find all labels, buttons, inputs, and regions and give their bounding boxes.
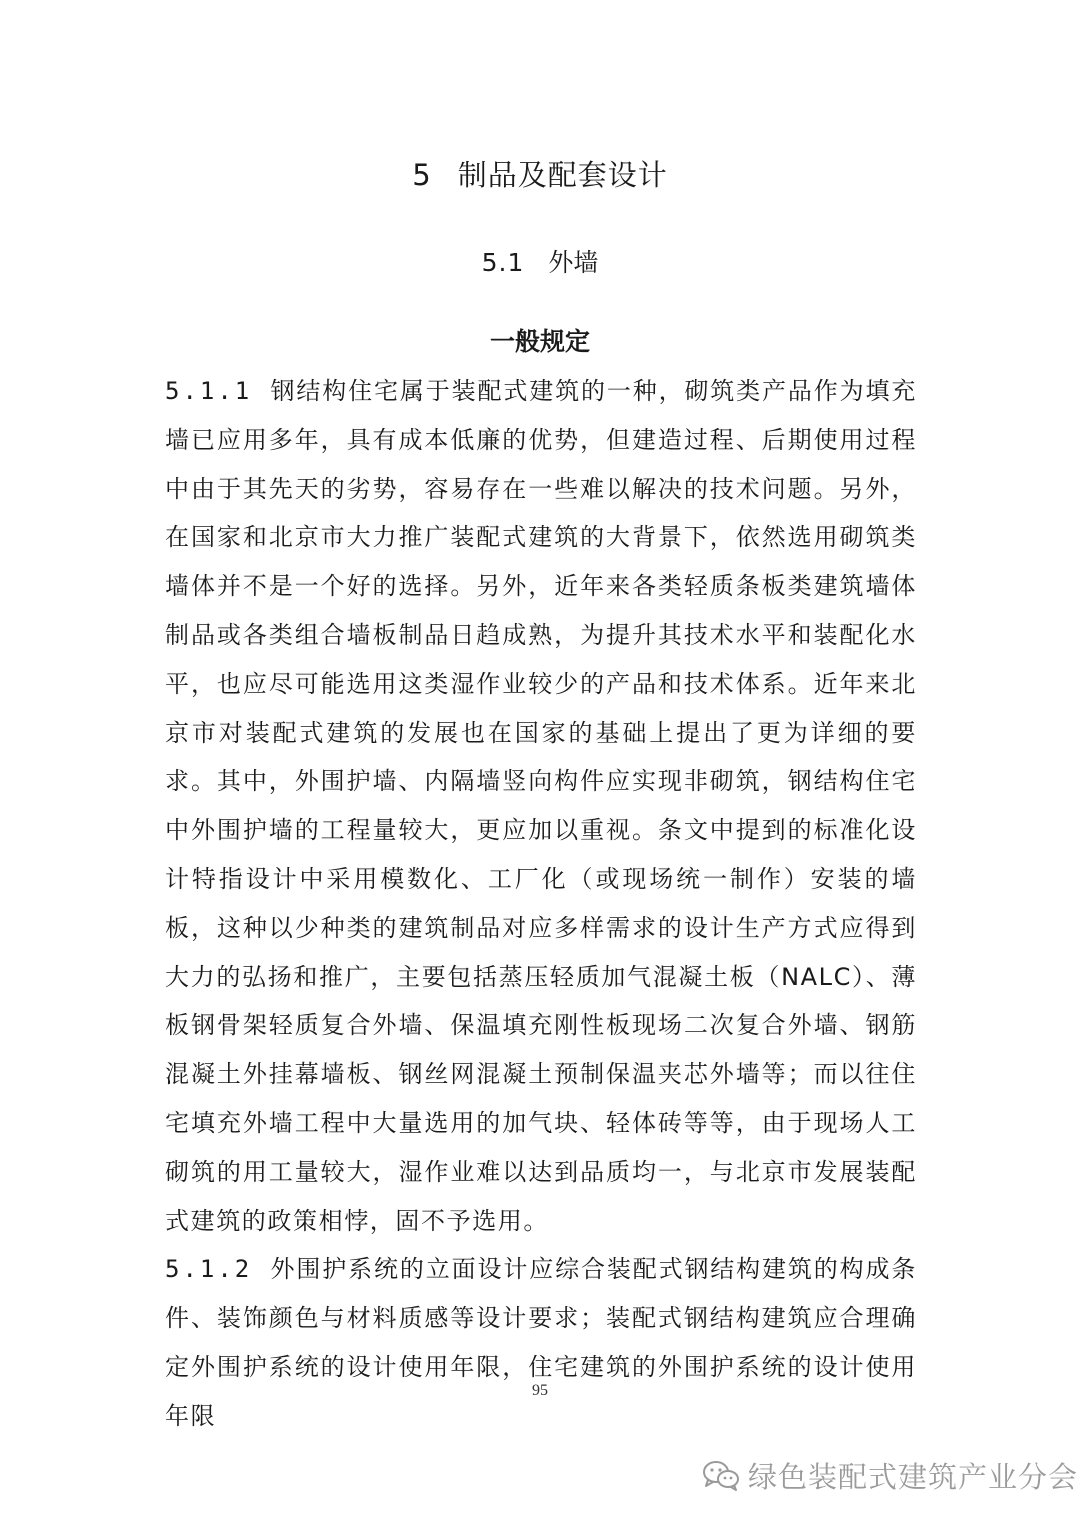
clause-text: 钢结构住宅属于装配式建筑的一种，砌筑类产品作为填充墙已应用多年，具有成本低廉的优势，但建造过程、后期使用过程中由于其先天的劣势，容易存在一些难以解决的技术问题。另外，在国家和北京市大力推广装配式建筑的大背景下，依然选用砌筑类墙体并不是一个好的选择。另外，近年来各类轻质条板类建筑墙体制品或各类组合墙板制品日趋成熟，为提升其技术水平和装配化水平，也应尽可能选用这类湿作业较少的产品和技术体系。近年来北京市对装配式建筑的发展也在国家的基础上提出了更为详细的要求。其中，外围护墙、内隔墙竖向构件应实现非砌筑，钢结构住宅中外围护墙的工程量较大，更应加以重视。条文中提到的标准化设计特指设计中采用模数化、工厂化（或现场统一制作）安装的墙板，这种以少种类的建筑制品对应多样需求的设计生产方式应得到大力的弘扬和推广，主要包括蒸压轻质加气混凝土板（NALC）、薄板钢骨架轻质复合外墙、保温填充刚性板现场二次复合外墙、钢筋混凝土外挂幕墙板、钢丝网混凝土预制保温夹芯外墙等；而以往住宅填充外墙工程中大量选用的加气块、轻体砖等等，由于现场人工砌筑的用工量较大，湿作业难以达到品质均一，与北京市发展装配式建筑的政策相悖，固不予选用。 (165, 377, 917, 1235)
clause-number: 5.1.1 (165, 377, 253, 405)
wechat-icon (702, 1459, 740, 1491)
clause-text: 外围护系统的立面设计应综合装配式钢结构建筑的构成条件、装饰颜色与材料质感等设计要求；装配式钢结构建筑应合理确定外围护系统的设计使用年限，住宅建筑的外围护系统的设计使用年限 (165, 1255, 917, 1430)
sub-heading: 一般规定 (489, 327, 590, 356)
page-number: 95 (532, 1382, 548, 1399)
clause-5-1-2 (165, 1245, 917, 1440)
clause-number: 5.1.2 (165, 1255, 253, 1284)
clause-5-1-1 (165, 367, 917, 1245)
chapter-title (0, 153, 1080, 197)
body-text (165, 367, 917, 1441)
chapter-title-text: 制品及配套设计 (457, 158, 668, 192)
watermark-text: 绿色装配式建筑产业分会 (748, 1459, 1079, 1494)
section-title-text: 外墙 (548, 248, 599, 277)
section-number: 5.1 (481, 248, 525, 277)
chapter-number: 5 (412, 158, 432, 192)
section-title (0, 243, 1080, 283)
watermark (702, 1455, 1078, 1495)
